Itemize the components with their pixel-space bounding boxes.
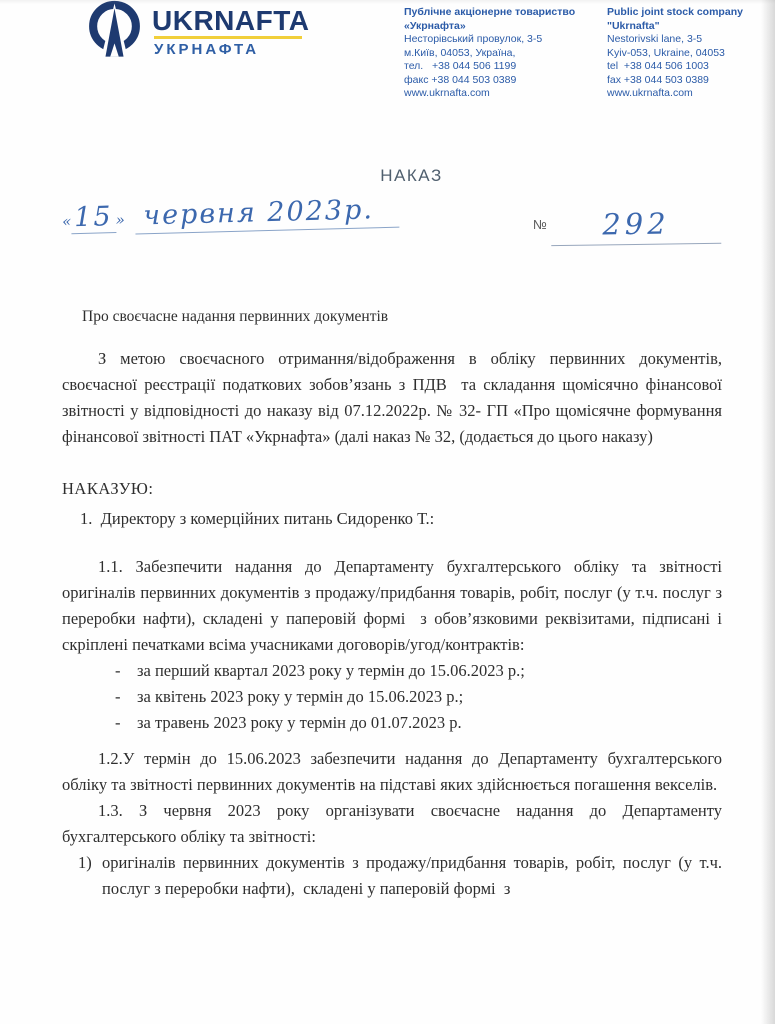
address-en-line: fax +38 044 503 0389	[607, 73, 709, 86]
document-title: НАКАЗ	[380, 166, 443, 185]
deadline-list	[115, 658, 722, 736]
order-subject: Про своєчасне надання первинних документів	[82, 308, 389, 325]
close-quote: »	[115, 210, 126, 230]
address-uk-line: Публічне акціонерне товариство	[404, 6, 576, 18]
address-en-line: tel +38 044 506 1003	[607, 60, 709, 72]
wordmark-cyrillic: УКРНАФТА	[154, 41, 260, 58]
address-block-ukrainian	[404, 6, 616, 101]
address-uk-line: факс +38 044 503 0389	[404, 73, 517, 86]
list-item	[115, 684, 722, 710]
order-body	[62, 346, 722, 902]
paragraph-1-3: 1.3. З червня 2023 року організувати своєчасне надання до Департаменту бухгалтерського обліку та звітності:	[62, 801, 722, 846]
list-item	[78, 850, 722, 902]
list-item	[115, 658, 722, 684]
address-en-line: "Ukrnafta"	[607, 19, 660, 32]
wordmark-yellow-rule	[154, 36, 302, 39]
dash-marker: -	[115, 687, 121, 706]
paragraph-1-1: 1.1. Забезпечити надання до Департаменту бухгалтерського обліку та звітності оригіналів первинних документів з продажу/придбання товарів, робіт, послуг (у т.ч. послуг з переробки нафти), складені у паперовій формі з обов’язковими реквізитами, підписані і скріплені печатками всіма учасниками договорів/угод/контрактів:	[62, 557, 722, 654]
handwritten-order-number: 292	[550, 203, 721, 246]
number-marker: 1)	[78, 853, 92, 872]
ukrnafta-derrick-logo-icon	[86, 0, 143, 67]
address-en-line: Kyiv-053, Ukraine, 04053	[607, 46, 725, 59]
dash-marker: -	[115, 661, 121, 680]
order-item-1: 1. Директору з комерційних питань Сидоренко Т.:	[80, 509, 435, 528]
deadline-text: за перший квартал 2023 року у термін до 15.06.2023 р.;	[137, 661, 525, 680]
handwritten-day: 15	[71, 201, 116, 234]
address-uk-line: м.Київ, 04053, Україна,	[404, 46, 516, 59]
number-sign-label: №	[533, 217, 547, 232]
company-wordmark	[152, 5, 322, 58]
preamble-paragraph: З метою своєчасного отримання/відображення в обліку первинних документів, своєчасної реєстрації податкових зобов’язань з ПДВ та складання щомісячно фінансової звітності у відповідності до наказу від 07.12.2022р. № 32- ГП «Про щомісячне формування фінансової звітності ПАТ «Укрнафта» (далі наказ № 32, (додається до цього наказу)	[62, 349, 722, 446]
address-uk-line: Несторівський провулок, 3-5	[404, 33, 543, 45]
scan-shadow-right	[761, 0, 775, 1024]
address-en-website: www.ukrnafta.com	[607, 87, 693, 99]
address-uk-line: тел. +38 044 506 1199	[404, 60, 517, 72]
address-uk-line: «Укрнафта»	[404, 19, 466, 32]
numbered-sublist	[78, 850, 722, 902]
subitem-text: оригіналів первинних документів з продажу/придбання товарів, робіт, послуг (у т.ч. послуг з переробки нафти), складені у паперовій формі з	[102, 853, 722, 898]
dash-marker: -	[115, 713, 121, 732]
deadline-text: за травень 2023 року у термін до 01.07.2023 р.	[137, 713, 462, 732]
handwritten-month-year: червня 2023р.	[135, 194, 400, 235]
list-item	[115, 710, 722, 736]
order-number	[533, 204, 721, 245]
deadline-text: за квітень 2023 року у термін до 15.06.2023 р.;	[137, 687, 464, 706]
handwritten-date	[62, 194, 403, 237]
order-heading: НАКАЗУЮ:	[62, 479, 154, 498]
address-en-line: Public joint stock company	[607, 6, 743, 18]
address-en-line: Nestorivski lane, 3-5	[607, 33, 703, 45]
open-quote: «	[61, 212, 72, 231]
address-block-english	[607, 6, 759, 101]
paragraph-1-2: 1.2.У термін до 15.06.2023 забезпечити надання до Департаменту бухгалтерського обліку та звітності первинних документів на підставі яких здійснюється погашення векселів.	[62, 749, 722, 794]
wordmark-latin: UKRNAFTA	[152, 5, 310, 36]
address-uk-website: www.ukrnafta.com	[404, 87, 490, 99]
